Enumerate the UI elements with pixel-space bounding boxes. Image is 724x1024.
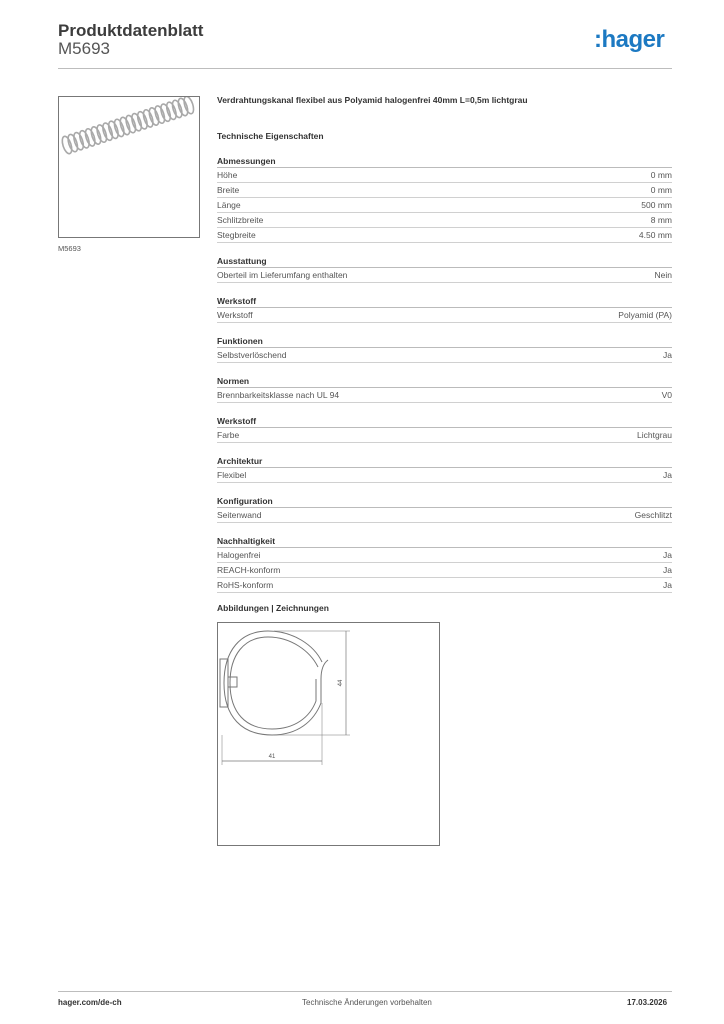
- property-label: Höhe: [217, 170, 238, 180]
- property-label: Flexibel: [217, 470, 247, 480]
- drawings-heading: Abbildungen | Zeichnungen: [217, 603, 329, 613]
- property-row: [217, 548, 672, 563]
- property-value: 8 mm: [650, 215, 672, 225]
- height-dimension-label: 44: [338, 679, 344, 687]
- coil-ring: [130, 112, 143, 132]
- coil-ring: [118, 116, 131, 136]
- property-label: Stegbreite: [217, 230, 256, 240]
- section-title: Konfiguration: [217, 495, 672, 508]
- coil-ring: [101, 122, 114, 142]
- footer-date: 17.03.2026: [627, 998, 668, 1007]
- property-label: Länge: [217, 200, 241, 210]
- property-row: [217, 388, 672, 403]
- product-code: M5693: [58, 39, 110, 58]
- section-material: [217, 295, 672, 323]
- property-value: Ja: [663, 350, 672, 360]
- section-equipment: [217, 255, 672, 283]
- property-value: Ja: [663, 565, 672, 575]
- property-row: [217, 183, 672, 198]
- property-row: [217, 468, 672, 483]
- property-row: [217, 308, 672, 323]
- coil-ring: [147, 107, 160, 127]
- property-row: [217, 578, 672, 593]
- flexible-spiral-conduit-photo-icon: [59, 97, 199, 237]
- section-title: Werkstoff: [217, 415, 672, 428]
- section-material-color: [217, 415, 672, 443]
- property-row: [217, 563, 672, 578]
- property-row: [217, 228, 672, 243]
- coil-ring: [142, 109, 155, 129]
- property-label: Werkstoff: [217, 310, 253, 320]
- section-title: Nachhaltigkeit: [217, 535, 672, 548]
- mounting-clip: [228, 677, 237, 687]
- coil-ring: [78, 130, 91, 150]
- property-row: [217, 268, 672, 283]
- property-row: [217, 168, 672, 183]
- profile-outline: [224, 631, 328, 735]
- coil-ring: [176, 97, 189, 117]
- property-value: V0: [661, 390, 672, 400]
- property-row: [217, 428, 672, 443]
- coil-ring: [159, 103, 172, 123]
- document-title: Produktdatenblatt: [58, 21, 204, 40]
- coil-ring: [107, 120, 120, 140]
- property-label: Brennbarkeitsklasse nach UL 94: [217, 390, 340, 400]
- product-description: Verdrahtungskanal flexibel aus Polyamid halogenfrei 40mm L=0,5m lichtgrau: [217, 95, 528, 105]
- property-row: [217, 348, 672, 363]
- property-label: Halogenfrei: [217, 550, 261, 560]
- section-title: Funktionen: [217, 335, 672, 348]
- footer-divider: [58, 991, 672, 992]
- hager-logo: :hager: [594, 26, 665, 53]
- property-label: Seitenwand: [217, 510, 262, 520]
- property-value: 500 mm: [641, 200, 672, 210]
- property-value: Ja: [663, 470, 672, 480]
- coil-ring: [60, 135, 73, 155]
- property-row: [217, 213, 672, 228]
- property-value: Ja: [663, 550, 672, 560]
- coil-ring: [124, 114, 137, 134]
- coil-ring: [113, 118, 126, 138]
- section-architecture: [217, 455, 672, 483]
- property-value: 0 mm: [650, 170, 672, 180]
- property-label: REACH-konform: [217, 565, 281, 575]
- product-image: [58, 96, 200, 238]
- property-value: Nein: [654, 270, 672, 280]
- section-title: Architektur: [217, 455, 672, 468]
- coil-ring: [165, 101, 178, 121]
- profile-inner: [230, 637, 318, 729]
- property-row: [217, 198, 672, 213]
- cross-section-drawing: [218, 623, 439, 845]
- image-caption: M5693: [58, 244, 81, 253]
- section-title: Abmessungen: [217, 155, 672, 168]
- property-label: Farbe: [217, 430, 240, 440]
- coil-ring: [72, 131, 85, 151]
- footer-website-link[interactable]: hager.com/de-ch: [58, 998, 122, 1007]
- property-value: Ja: [663, 580, 672, 590]
- technical-properties-heading: Technische Eigenschaften: [217, 131, 324, 141]
- property-label: Breite: [217, 185, 240, 195]
- section-standards: [217, 375, 672, 403]
- section-configuration: [217, 495, 672, 523]
- property-row: [217, 508, 672, 523]
- property-value: Lichtgrau: [637, 430, 672, 440]
- coil-ring: [136, 111, 149, 131]
- property-label: RoHS-konform: [217, 580, 274, 590]
- property-label: Schlitzbreite: [217, 215, 264, 225]
- section-dimensions: [217, 155, 672, 243]
- coil-ring: [153, 105, 166, 125]
- coil-ring: [171, 99, 184, 119]
- property-value: 4.50 mm: [638, 230, 672, 240]
- section-title: Werkstoff: [217, 295, 672, 308]
- coil-ring: [182, 97, 195, 115]
- coil-ring: [84, 128, 97, 148]
- section-title: Ausstattung: [217, 255, 672, 268]
- property-value: Geschlitzt: [634, 510, 672, 520]
- coil-ring: [89, 126, 102, 146]
- property-value: Polyamid (PA): [618, 310, 672, 320]
- section-sustainability: [217, 535, 672, 593]
- section-title: Normen: [217, 375, 672, 388]
- footer-notice: Technische Änderungen vorbehalten: [302, 998, 432, 1007]
- width-dimension-label: 41: [268, 754, 276, 760]
- property-label: Selbstverlöschend: [217, 350, 287, 360]
- technical-drawing: [217, 622, 440, 846]
- section-functions: [217, 335, 672, 363]
- product-details: [217, 93, 672, 593]
- coil-ring: [95, 124, 108, 144]
- header-divider: [58, 68, 672, 69]
- coil-ring: [66, 133, 79, 153]
- property-label: Oberteil im Lieferumfang enthalten: [217, 270, 348, 280]
- property-value: 0 mm: [650, 185, 672, 195]
